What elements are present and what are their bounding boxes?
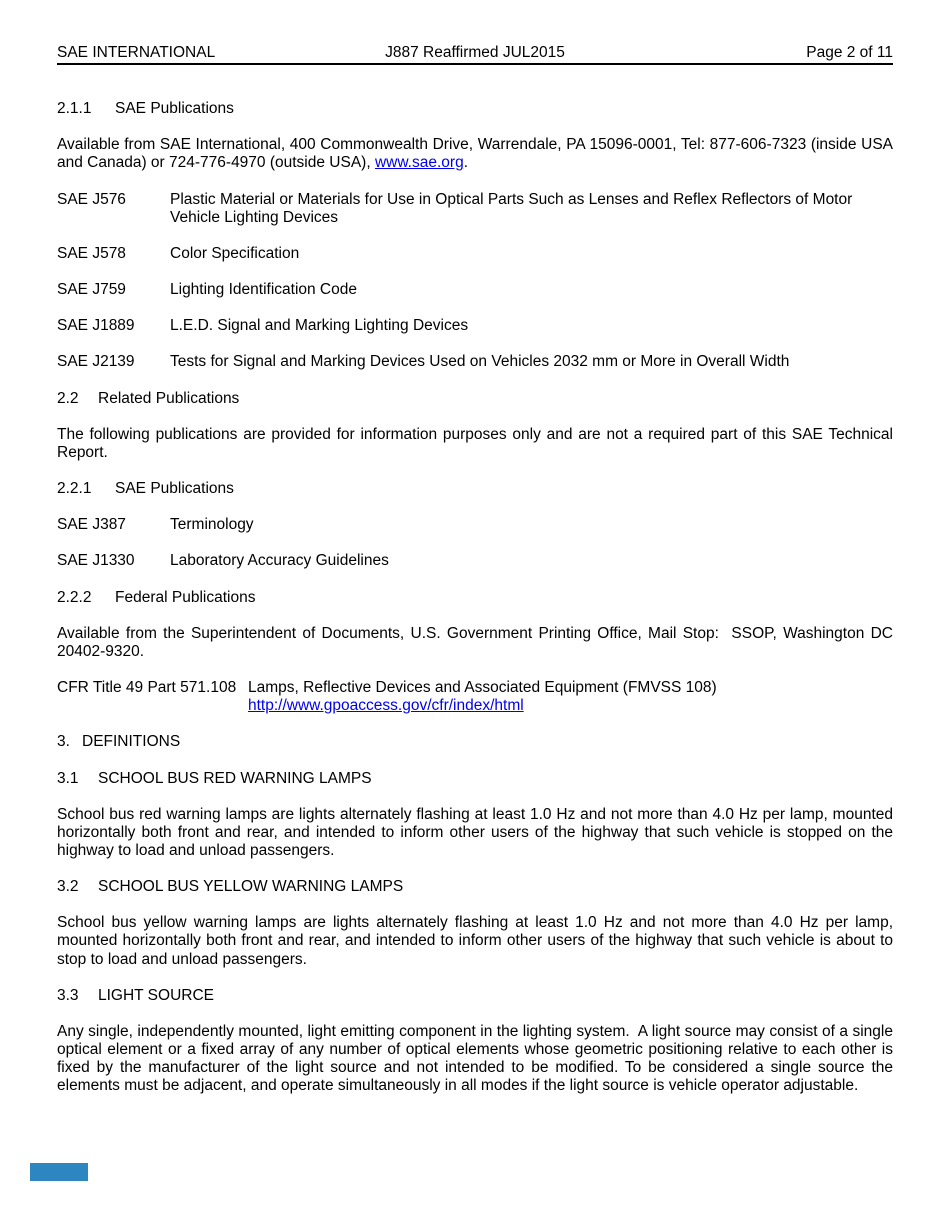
paragraph-sae-availability <box>57 136 893 172</box>
header-org-title: SAE INTERNATIONAL <box>57 44 216 61</box>
publication-row-j1330 <box>57 552 893 570</box>
section-number: 2.2.1 <box>57 480 92 498</box>
publication-row-j576 <box>57 191 893 227</box>
paragraph-definition-light-source: Any single, independently mounted, light emitting component in the lighting system. A light source may consist of a single optical element or a fixed array of any number of optical elements whose geometric positioning relative to each other is fixed by the manufacturer of the light source and not intended to be modified. To be considered a single source the elements must be adjacent, and operate simultaneously in all modes if the light source is vehicle operator adjustable. <box>57 1022 893 1095</box>
sae-website-link[interactable]: www.sae.org <box>374 154 464 172</box>
section-heading-3-2 <box>57 878 893 896</box>
publication-code: CFR Title 49 Part 571.108 <box>57 679 237 697</box>
section-title: DEFINITIONS <box>82 733 181 751</box>
section-number: 3. <box>57 733 70 751</box>
paragraph-text: . <box>463 154 468 172</box>
paragraph-definition-red-lamps: School bus red warning lamps are lights alternately flashing at least 1.0 Hz and not more than 4.0 Hz per lamp, mounted horizontally both front and rear, and intended to inform other users of the highway that such vehicle is stopped on the highway to load and unload passengers. <box>57 805 893 859</box>
gpoaccess-link[interactable]: http://www.gpoaccess.gov/cfr/index/html <box>248 697 524 715</box>
paragraph-related-publications-note: The following publications are provided for information purposes only and are not a required part of this SAE Technical Report. <box>57 425 893 461</box>
section-heading-3-3 <box>57 987 893 1005</box>
paragraph-federal-availability: Available from the Superintendent of Documents, U.S. Government Printing Office, Mail Stop: SSOP, Washington DC 20402-9320. <box>57 624 893 660</box>
section-heading-3 <box>57 733 893 751</box>
section-title: Related Publications <box>98 389 240 407</box>
publication-code: SAE J387 <box>57 516 126 534</box>
publication-description: Color Specification <box>170 244 300 262</box>
header-doc-title: J887 Reaffirmed JUL2015 <box>385 44 565 61</box>
publication-code: SAE J578 <box>57 244 126 262</box>
section-title: SAE Publications <box>115 480 234 498</box>
section-heading-3-1 <box>57 770 893 788</box>
publication-code: SAE J1889 <box>57 317 135 335</box>
document-body <box>0 65 950 1095</box>
publication-code: SAE J2139 <box>57 353 135 371</box>
publication-description: Laboratory Accuracy Guidelines <box>170 552 389 570</box>
section-title: Federal Publications <box>115 588 256 606</box>
paragraph-definition-yellow-lamps: School bus yellow warning lamps are lights alternately flashing at least 1.0 Hz and not more than 4.0 Hz per lamp, mounted horizontally both front and rear, and intended to inform other users of the highway that such vehicle is about to stop to load and unload passengers. <box>57 914 893 968</box>
publication-row-j387 <box>57 516 893 534</box>
publication-row-cfr <box>57 679 893 715</box>
section-title: SCHOOL BUS YELLOW WARNING LAMPS <box>98 878 404 896</box>
section-heading-2-2-1 <box>57 480 893 498</box>
publication-description: Terminology <box>170 516 254 534</box>
publication-row-j1889 <box>57 317 893 335</box>
section-number: 3.2 <box>57 878 79 896</box>
highlight-marker <box>30 1163 88 1181</box>
section-title: SCHOOL BUS RED WARNING LAMPS <box>98 769 372 787</box>
section-number: 3.3 <box>57 986 79 1004</box>
page-header <box>57 0 893 65</box>
section-number: 2.2.2 <box>57 588 92 606</box>
publication-description: Plastic Material or Materials for Use in Optical Parts Such as Lenses and Reflex Reflectors of Motor Vehicle Lighting Devices <box>170 190 853 226</box>
publication-code: SAE J1330 <box>57 552 135 570</box>
section-title: LIGHT SOURCE <box>98 986 214 1004</box>
section-number: 2.2 <box>57 389 79 407</box>
section-title: SAE Publications <box>115 100 234 118</box>
publication-description: Tests for Signal and Marking Devices Used on Vehicles 2032 mm or More in Overall Width <box>170 353 790 371</box>
section-number: 2.1.1 <box>57 100 92 118</box>
publication-row-j578 <box>57 245 893 263</box>
section-heading-2-2-2 <box>57 589 893 607</box>
publication-row-j759 <box>57 281 893 299</box>
section-number: 3.1 <box>57 769 79 787</box>
cfr-description: Lamps, Reflective Devices and Associated Equipment (FMVSS 108) <box>248 679 717 697</box>
publication-row-j2139 <box>57 353 893 371</box>
section-heading-2-2 <box>57 390 893 408</box>
publication-description: L.E.D. Signal and Marking Lighting Devices <box>170 317 469 335</box>
header-page-number: Page 2 of 11 <box>806 44 893 61</box>
paragraph-text: Available from SAE International, 400 Commonwealth Drive, Warrendale, PA 15096-0001, Tel: 877-606-7323 (inside USA and Canada) or 724-776-4970 (outside USA), <box>57 136 893 172</box>
section-heading-2-1-1 <box>57 100 893 118</box>
publication-description <box>248 679 893 715</box>
publication-code: SAE J759 <box>57 281 126 299</box>
publication-description: Lighting Identification Code <box>170 281 357 299</box>
publication-code: SAE J576 <box>57 190 126 208</box>
